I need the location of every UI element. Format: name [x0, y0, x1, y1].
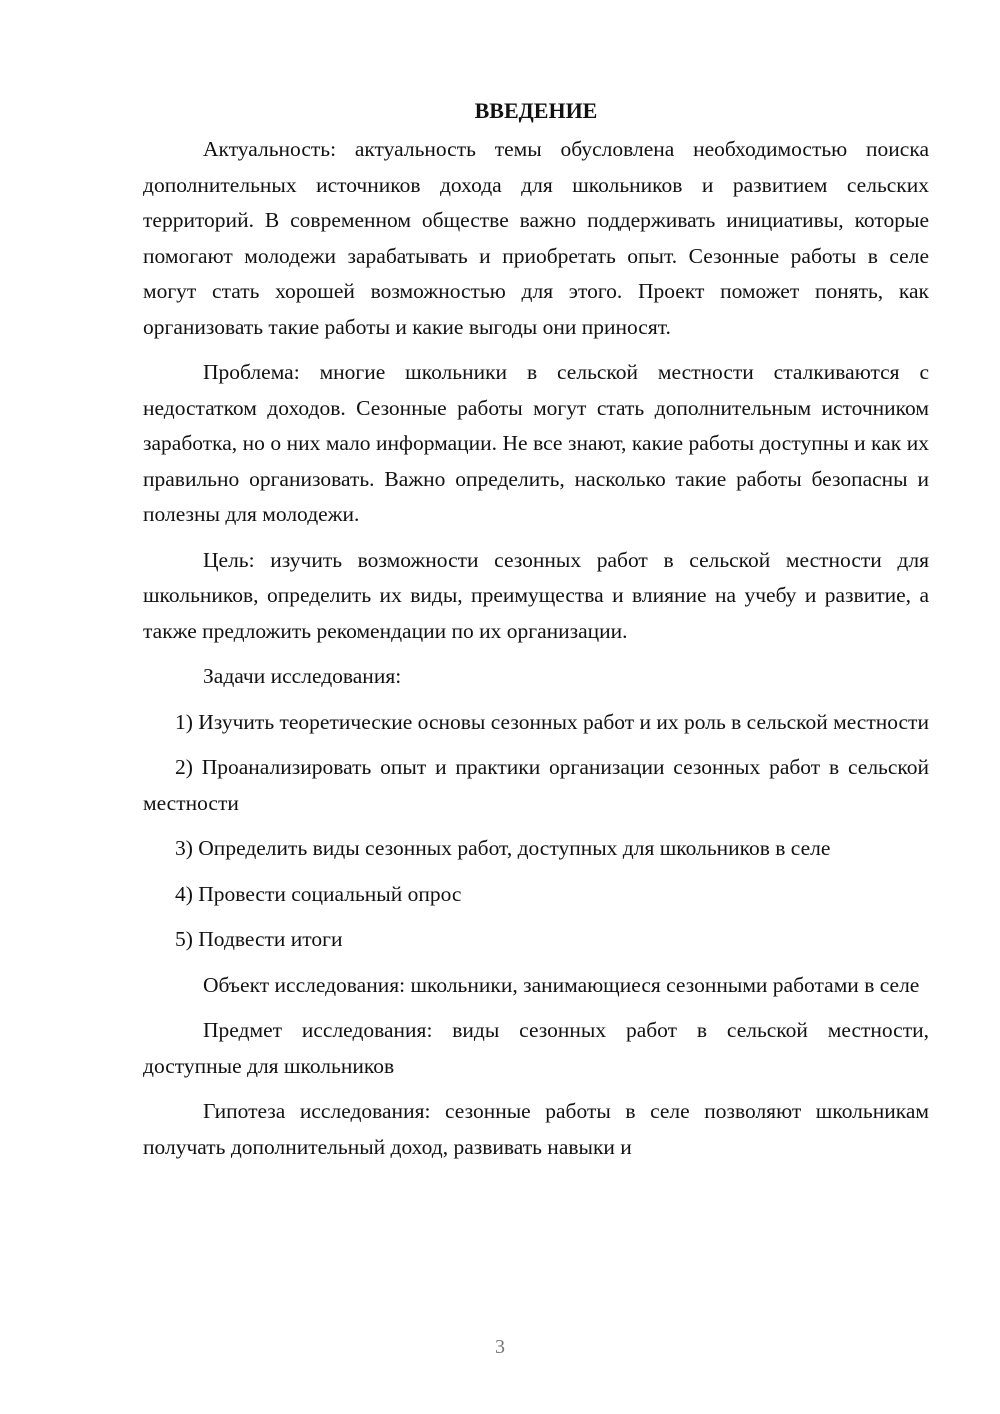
task-item: 2) Проанализировать опыт и практики организации сезонных работ в сельской местности [143, 755, 929, 815]
paragraph-tasks-heading: Задачи исследования: [203, 664, 402, 688]
section-title: ВВЕДЕНИЕ [474, 98, 598, 123]
paragraph-hypothesis: Гипотеза исследования: сезонные работы в селе позволяют школьникам получать дополнительный доход, развивать навыки и [143, 1099, 929, 1159]
page-content [143, 95, 929, 1175]
paragraph-relevance: Актуальность: актуальность темы обусловлена необходимостью поиска дополнительных источников дохода для школьников и развитием сельских территорий. В современном обществе важно поддерживать инициативы, которые помогают молодежи зарабатывать и приобретать опыт. Сезонные работы в селе могут стать хорошей возможностью для этого. Проект поможет понять, как организовать такие работы и какие выгоды они приносят. [143, 137, 929, 339]
tasks-list [143, 705, 929, 958]
paragraph-goal: Цель: изучить возможности сезонных работ в сельской местности для школьников, определить их виды, преимущества и влияние на учебу и развитие, а также предложить рекомендации по их организации. [143, 547, 929, 643]
task-item: 5) Подвести итоги [175, 927, 343, 951]
paragraph-object: Объект исследования: школьники, занимающиеся сезонными работами в селе [203, 972, 920, 997]
task-item: 4) Провести социальный опрос [175, 881, 462, 906]
page-number: 3 [495, 1336, 505, 1358]
task-item: 3) Определить виды сезонных работ, доступных для школьников в селе [175, 836, 831, 860]
task-item: 1) Изучить теоретические основы сезонных работ и их роль в сельской местности [175, 709, 929, 734]
paragraph-subject: Предмет исследования: виды сезонных работ в сельской местности, доступные для школьников [143, 1018, 929, 1078]
paragraph-problem: Проблема: многие школьники в сельской местности сталкиваются с недостатком доходов. Сезонные работы могут стать дополнительным источником заработка, но о них мало информации. Не все знают, какие работы доступны и как их правильно организовать. Важно определить, насколько такие работы безопасны и полезны для молодежи. [143, 360, 929, 526]
